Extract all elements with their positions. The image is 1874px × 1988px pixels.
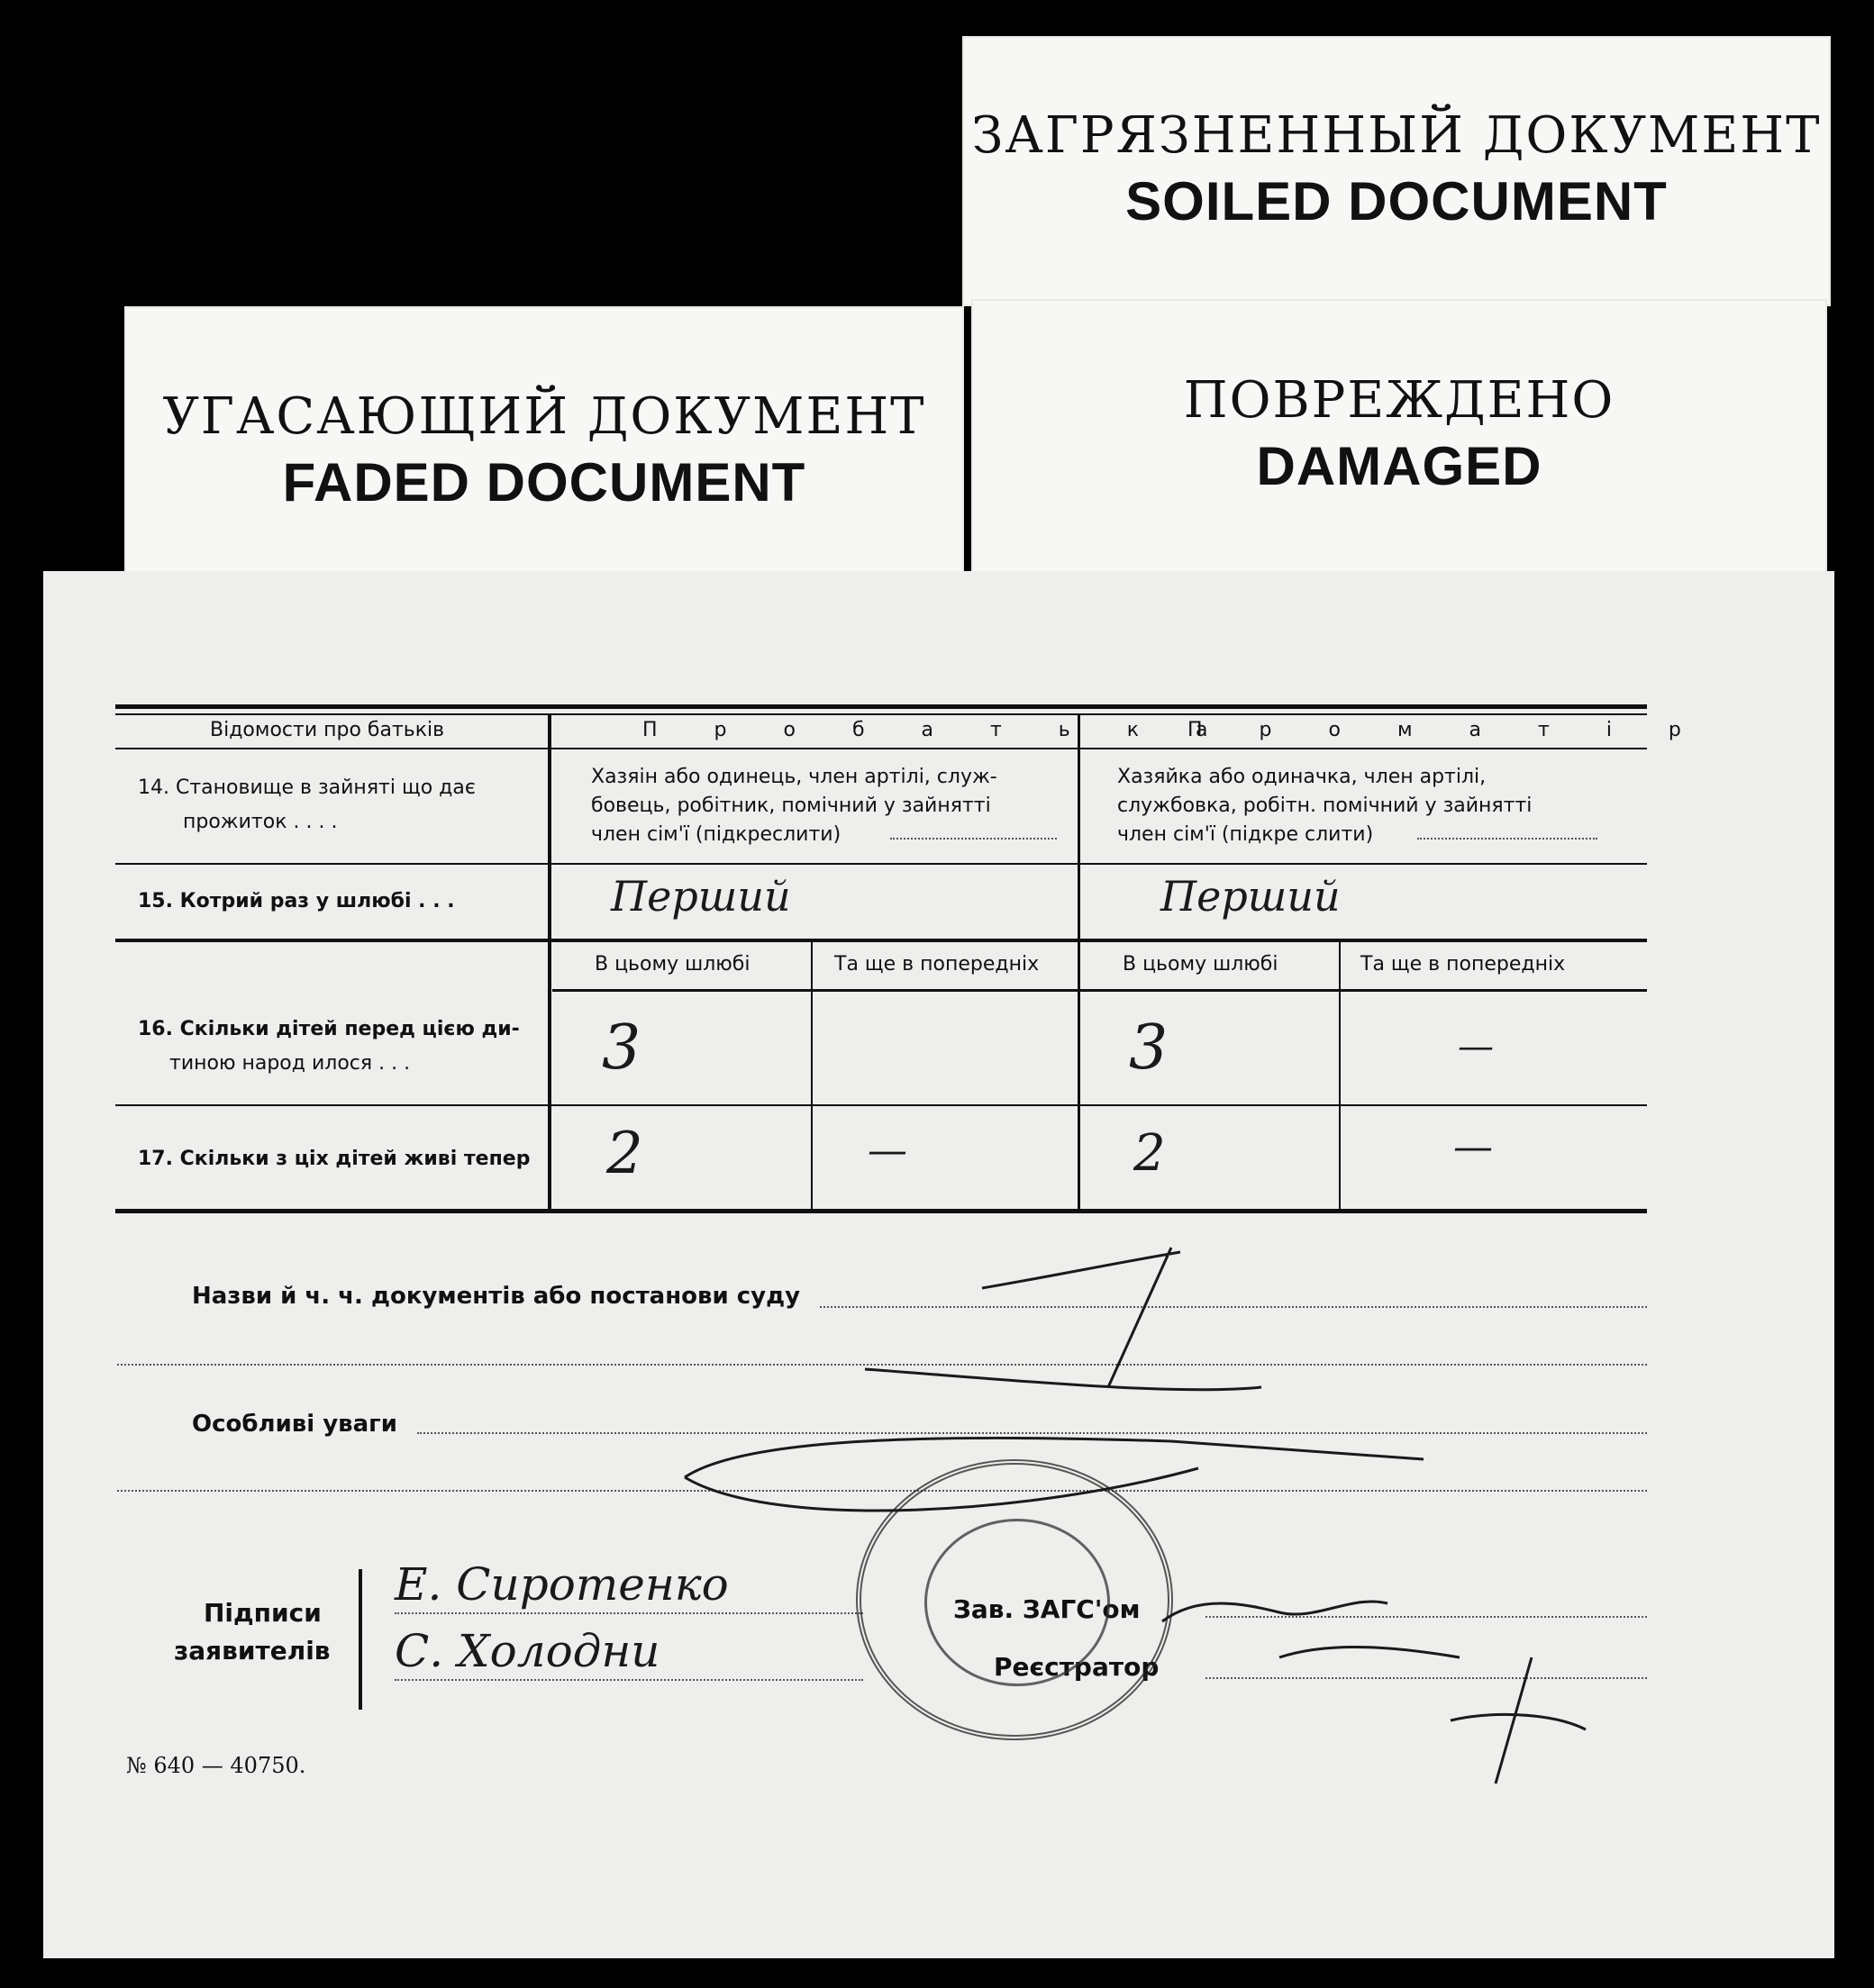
row15-father-value: Перший: [611, 872, 791, 921]
signature-1: Е. Сиротенко: [395, 1558, 729, 1611]
registrar-signature-scrawl: [1162, 1602, 1586, 1784]
signatures-label-1: Підписи: [204, 1598, 322, 1628]
subheader-father-this: В цьому шлюбі: [595, 953, 751, 976]
subheader-father-prev: Та ще в попередніх: [834, 953, 1040, 976]
documents-label: Назви й ч. ч. документів або постанови суду: [192, 1283, 801, 1310]
row17-mother-this: 2: [1133, 1124, 1166, 1183]
row17-label: 17. Скільки з ціх дітей живі тепер: [138, 1148, 531, 1170]
damaged-label-ru: ПОВРЕЖДЕНО: [1183, 371, 1615, 430]
row17-mother-prev: —: [1453, 1124, 1493, 1170]
header-father: П р о б а т ь к а: [642, 719, 1233, 741]
row14-father-1: Хазяін або одинець, член артілі, служ-: [591, 766, 997, 788]
row14-mother-3: член сім'ї (підкре слити): [1117, 823, 1374, 846]
damaged-label-en: DAMAGED: [1256, 436, 1542, 496]
form-number: № 640 — 40750.: [126, 1753, 306, 1778]
head-label: Зав. ЗАГС'ом: [953, 1594, 1141, 1624]
row15-label: 15. Котрий раз у шлюбі . . .: [138, 890, 455, 912]
remarks-label: Особливі уваги: [192, 1411, 397, 1438]
row14-mother-1: Хазяйка або одиначка, член артілі,: [1117, 766, 1487, 788]
registrar-label: Реєстратор: [994, 1652, 1160, 1682]
faded-label-ru: УГАСАЮЩИЙ ДОКУМЕНТ: [162, 387, 926, 446]
row15-mother-value: Перший: [1160, 872, 1341, 921]
row16-mother-prev: —: [1458, 1026, 1494, 1067]
signature-scrawl: [685, 1248, 1424, 1511]
subheader-mother-prev: Та ще в попередніх: [1360, 953, 1566, 976]
row14-father-2: бовець, робітник, помічний у зайнятті: [591, 794, 991, 817]
row16-father-this: 3: [602, 1012, 641, 1084]
header-mother: П р о м а т і р: [1187, 719, 1706, 741]
row17-father-this: 2: [606, 1121, 643, 1187]
soiled-label-ru: ЗАГРЯЗНЕННЫЙ ДОКУМЕНТ: [971, 106, 1822, 165]
row14-label-2: прожиток . . . .: [183, 811, 338, 833]
signature-2: С. Холодни: [395, 1625, 660, 1677]
row17-father-prev: —: [868, 1128, 907, 1174]
row14-label-1: 14. Становище в зайняті що дає: [138, 776, 476, 799]
row14-father-3: член сім'ї (підкреслити): [591, 823, 841, 846]
row16-mother-this: 3: [1129, 1012, 1169, 1084]
subheader-mother-this: В цьому шлюбі: [1123, 953, 1278, 976]
faded-label-en: FADED DOCUMENT: [282, 452, 806, 513]
header-parents: Відомости про батьків: [210, 719, 445, 741]
soiled-label-en: SOILED DOCUMENT: [1125, 171, 1668, 231]
row16-label-2: тиною народ илося . . .: [169, 1052, 411, 1075]
row14-mother-2: службовка, робітн. помічний у зайнятті: [1117, 794, 1533, 817]
signatures-label-2: заявителів: [174, 1636, 331, 1666]
row16-label-1: 16. Скільки дітей перед цією ди-: [138, 1018, 520, 1040]
